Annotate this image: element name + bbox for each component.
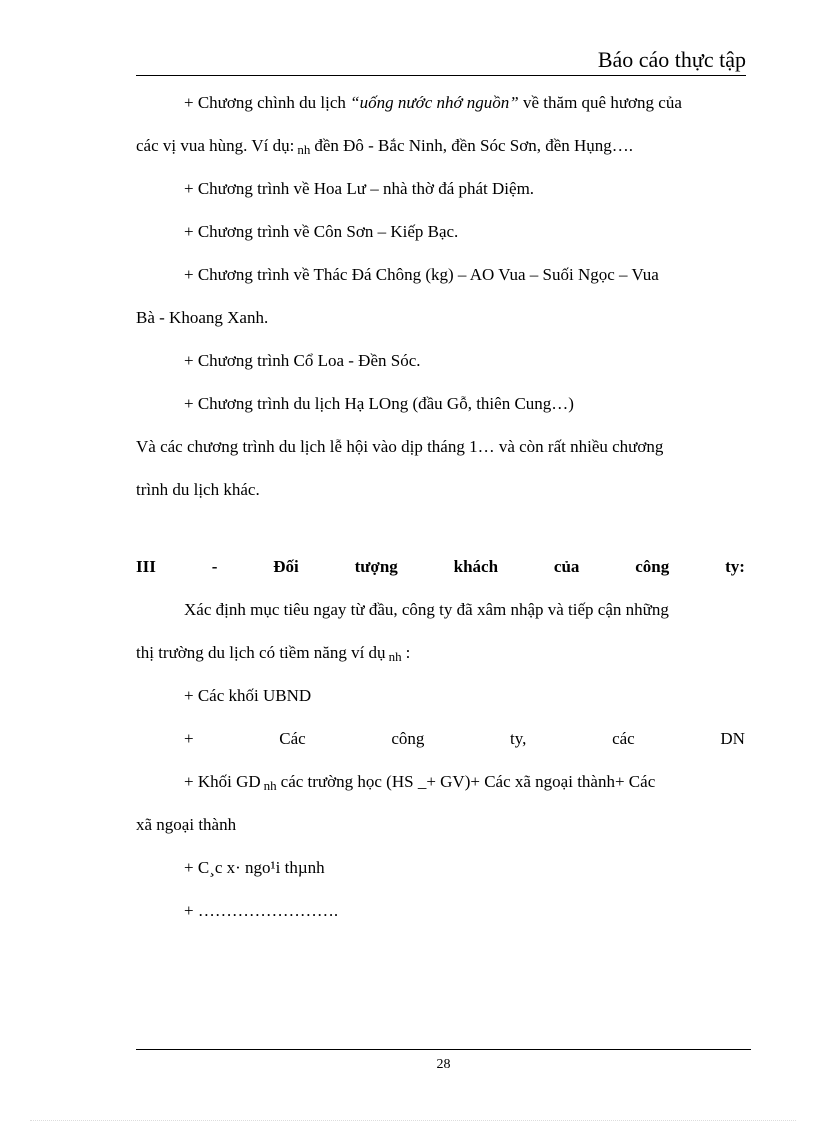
text-word: DN bbox=[720, 729, 745, 748]
italic-quote: “uống nước nhớ nguồn” bbox=[350, 93, 519, 112]
small-text: nh bbox=[263, 778, 277, 793]
page-header bbox=[136, 44, 746, 76]
heading-word: của bbox=[553, 557, 580, 576]
list-item: + ……………………. bbox=[184, 901, 339, 920]
list-item: + Chương trình về Côn Sơn – Kiếp Bạc. bbox=[184, 222, 459, 241]
list-item: + Chương trình du lịch Hạ LOng (đầu Gỗ, thiên Cung…) bbox=[184, 394, 574, 413]
paragraph-line: Và các chương trình du lịch lễ hội vào dịp tháng 1… và còn rất nhiều chương bbox=[136, 437, 664, 456]
text-word: Các bbox=[279, 729, 306, 748]
small-text: nh bbox=[388, 649, 402, 664]
paragraph-line bbox=[136, 92, 745, 114]
text-word: ty, bbox=[510, 729, 527, 748]
paragraph-line: Xác định mục tiêu ngay từ đầu, công ty đã xâm nhập và tiếp cận những bbox=[184, 600, 669, 619]
list-item: + C¸c x· ngo¹i thµnh bbox=[184, 858, 325, 877]
paragraph-line bbox=[136, 135, 745, 161]
text-word: công bbox=[391, 729, 425, 748]
heading-word: công bbox=[635, 557, 670, 576]
small-text: nh bbox=[297, 142, 311, 157]
heading-word: tượng bbox=[354, 557, 398, 576]
text-run: các trường học (HS _+ GV)+ Các xã ngoại thành+ Các bbox=[280, 772, 656, 791]
paragraph-line: trình du lịch khác. bbox=[136, 480, 260, 499]
text-word: các bbox=[612, 729, 635, 748]
paragraph-line: Bà - Khoang Xanh. bbox=[136, 308, 269, 327]
text-run: : bbox=[405, 643, 411, 662]
list-item bbox=[136, 771, 745, 797]
page-edge-divider bbox=[30, 1120, 796, 1121]
text-run: + Chương chình du lịch bbox=[184, 93, 351, 112]
heading-word: Đối bbox=[273, 557, 299, 576]
text-word: + bbox=[184, 729, 194, 748]
text-run: thị trường du lịch có tiềm năng ví dụ bbox=[136, 643, 386, 662]
heading-word: khách bbox=[453, 557, 499, 576]
text-run: về thăm quê hương của bbox=[518, 93, 682, 112]
heading-word: ty: bbox=[725, 557, 745, 576]
header-title: Báo cáo thực tập bbox=[597, 47, 746, 72]
paragraph-line: xã ngoại thành bbox=[136, 815, 237, 834]
list-item: + Chương trình về Thác Đá Chông (kg) – AO Vua – Suối Ngọc – Vua bbox=[184, 265, 659, 284]
list-item: + Chương trình về Hoa Lư – nhà thờ đá phát Diệm. bbox=[184, 179, 535, 198]
footer-rule bbox=[136, 1049, 751, 1050]
text-run: các vị vua hùng. Ví dụ: bbox=[136, 136, 295, 155]
heading-word: III bbox=[136, 557, 156, 576]
section-heading bbox=[136, 556, 745, 578]
text-run: đền Đô - Bắc Ninh, đền Sóc Sơn, đền Hụng…. bbox=[314, 136, 634, 155]
list-item: + Chương trình Cổ Loa - Đền Sóc. bbox=[184, 351, 421, 370]
list-item bbox=[136, 728, 745, 750]
page-number: 28 bbox=[436, 1057, 451, 1072]
text-run: + Khối GD bbox=[184, 772, 261, 791]
heading-word: - bbox=[211, 557, 218, 576]
list-item: + Các khối UBND bbox=[184, 686, 312, 705]
paragraph-line bbox=[136, 642, 745, 668]
